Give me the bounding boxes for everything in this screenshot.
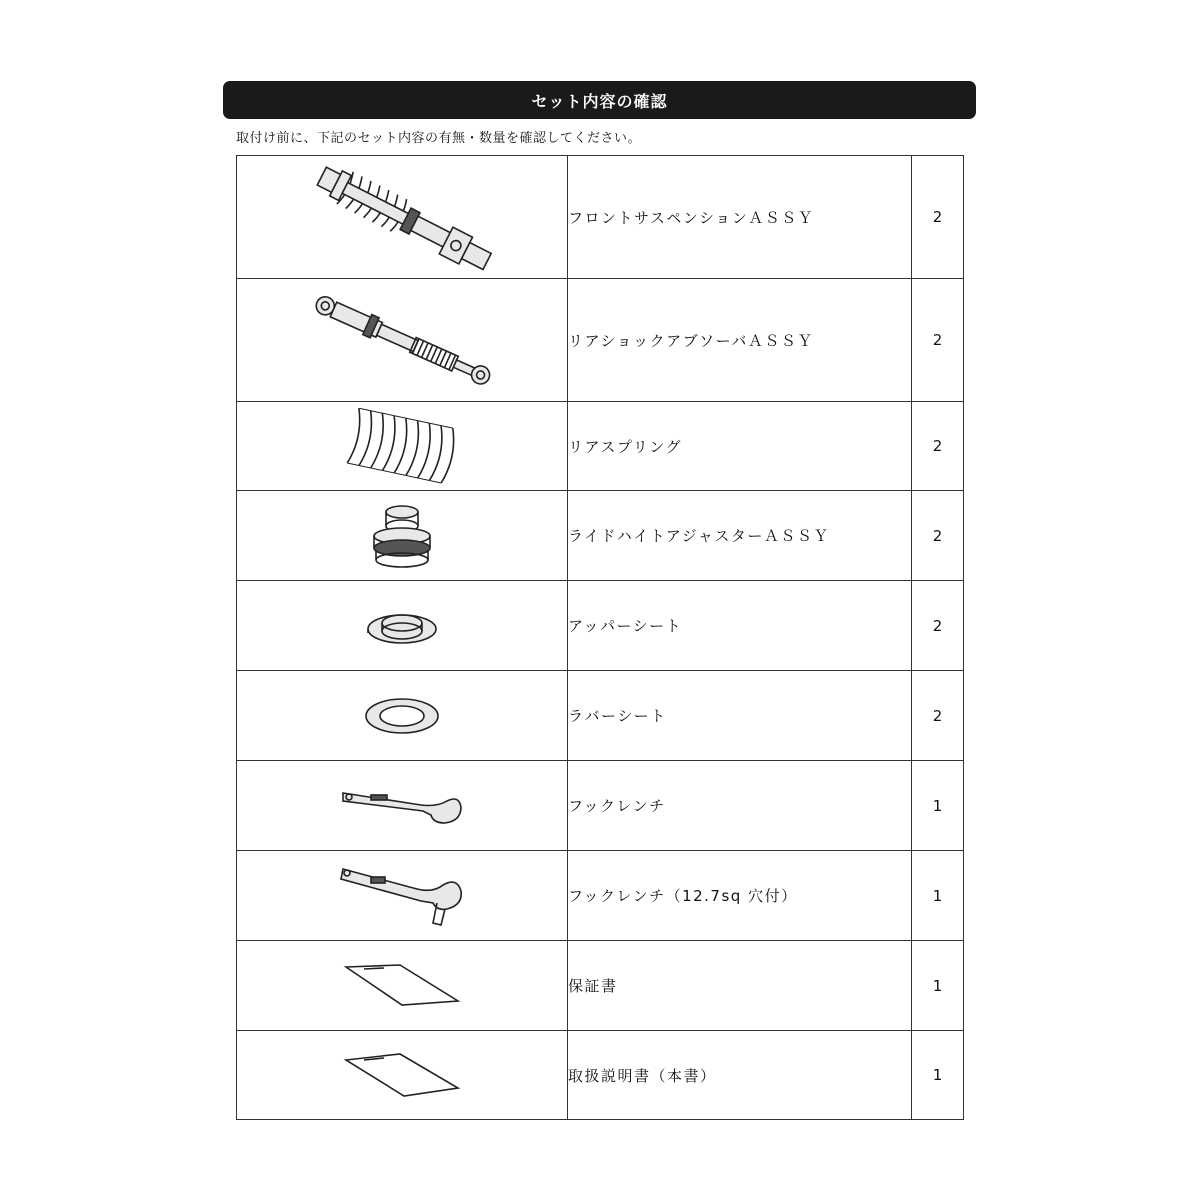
table-row bbox=[237, 491, 964, 581]
item-qty: 2 bbox=[912, 581, 964, 671]
item-qty: 1 bbox=[912, 851, 964, 941]
item-name: フックレンチ（12.7sq 穴付） bbox=[568, 851, 912, 941]
hook-wrench-icon bbox=[337, 781, 467, 831]
rubber-seat-icon bbox=[362, 694, 442, 738]
table-row bbox=[237, 1031, 964, 1120]
item-name: リアショックアブソーバＡＳＳＹ bbox=[568, 279, 912, 402]
item-qty: 2 bbox=[912, 402, 964, 491]
item-name: 取扱説明書（本書） bbox=[568, 1031, 912, 1120]
item-name: ライドハイトアジャスターＡＳＳＹ bbox=[568, 491, 912, 581]
item-name: リアスプリング bbox=[568, 402, 912, 491]
item-qty: 2 bbox=[912, 156, 964, 279]
table-row bbox=[237, 851, 964, 941]
table-row bbox=[237, 156, 964, 279]
hook-wrench-square-icon bbox=[337, 863, 467, 929]
warranty-document-icon bbox=[342, 961, 462, 1011]
item-name: ラバーシート bbox=[568, 671, 912, 761]
manual-document-icon bbox=[342, 1050, 462, 1100]
item-name: アッパーシート bbox=[568, 581, 912, 671]
section-title: セット内容の確認 bbox=[531, 91, 668, 111]
item-name: フックレンチ bbox=[568, 761, 912, 851]
table-row bbox=[237, 581, 964, 671]
table-row bbox=[237, 761, 964, 851]
table-row bbox=[237, 402, 964, 491]
section-title-bar bbox=[223, 81, 976, 119]
table-row bbox=[237, 671, 964, 761]
ride-height-adjuster-icon bbox=[367, 496, 437, 576]
rear-spring-icon bbox=[342, 408, 462, 484]
item-qty: 2 bbox=[912, 279, 964, 402]
rear-shock-absorber-icon bbox=[302, 284, 502, 396]
parts-table bbox=[236, 155, 964, 1120]
item-name: 保証書 bbox=[568, 941, 912, 1031]
intro-text: 取付け前に、下記のセット内容の有無・数量を確認してください。 bbox=[236, 131, 642, 146]
item-qty: 2 bbox=[912, 491, 964, 581]
table-row bbox=[237, 279, 964, 402]
item-qty: 1 bbox=[912, 1031, 964, 1120]
item-qty: 1 bbox=[912, 941, 964, 1031]
item-name: フロントサスペンションＡＳＳＹ bbox=[568, 156, 912, 279]
front-suspension-icon bbox=[302, 159, 502, 275]
item-qty: 2 bbox=[912, 671, 964, 761]
table-row bbox=[237, 941, 964, 1031]
item-qty: 1 bbox=[912, 761, 964, 851]
upper-seat-icon bbox=[362, 601, 442, 651]
